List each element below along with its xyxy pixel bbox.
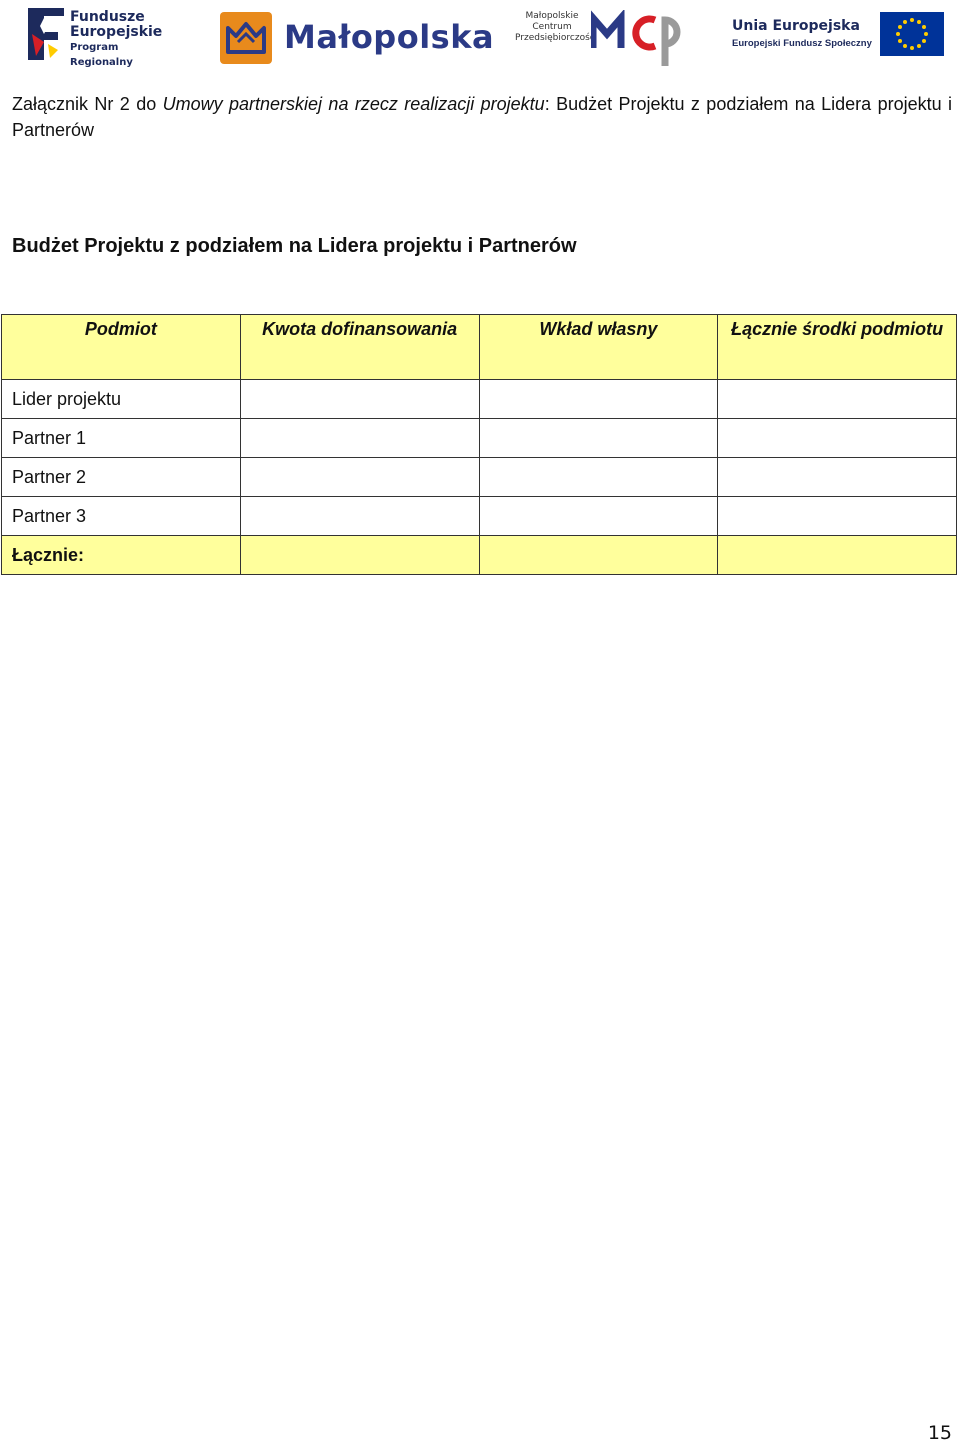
mcp-wordmark: [515, 11, 598, 44]
row-own-contribution-cell[interactable]: [479, 458, 718, 497]
european-funds-emblem-icon: [24, 4, 68, 64]
row-total-cell[interactable]: [718, 419, 957, 458]
eu-logo: [732, 12, 947, 58]
eu-flag-icon: [880, 12, 944, 56]
row-entity-name: Partner 2: [2, 458, 241, 497]
caption-prefix: Załącznik Nr 2 do: [12, 94, 163, 114]
malopolska-crown-icon: [220, 12, 272, 64]
table-row: [2, 380, 957, 419]
table-header-row: [2, 315, 957, 380]
row-funding-cell[interactable]: [240, 380, 479, 419]
row-total-cell[interactable]: [718, 380, 957, 419]
mcp-logo: [515, 10, 695, 68]
row-funding-cell[interactable]: [240, 497, 479, 536]
european-funds-line-2: Europejskie: [70, 24, 163, 40]
european-funds-logo: [24, 4, 184, 68]
column-header-funding: Kwota dofinansowania: [240, 315, 479, 380]
attachment-caption: [12, 91, 952, 143]
total-row-label: Łącznie:: [2, 536, 241, 575]
row-funding-cell[interactable]: [240, 419, 479, 458]
page-title: Budżet Projektu z podziałem na Lidera projektu i Partnerów: [12, 235, 577, 257]
row-own-contribution-cell[interactable]: [479, 380, 718, 419]
mcp-monogram-icon: [591, 10, 695, 68]
total-funding-cell[interactable]: [240, 536, 479, 575]
row-entity-name: Partner 3: [2, 497, 241, 536]
caption-agreement-title: Umowy partnerskiej na rzecz realizacji projektu: [162, 94, 545, 114]
row-total-cell[interactable]: [718, 497, 957, 536]
budget-table: [1, 314, 957, 575]
column-header-total-funds: Łącznie środki podmiotu: [718, 315, 957, 380]
total-own-contribution-cell[interactable]: [479, 536, 718, 575]
mcp-line-1: Małopolskie: [525, 11, 579, 21]
table-total-row: [2, 536, 957, 575]
row-own-contribution-cell[interactable]: [479, 497, 718, 536]
eu-wordmark: Unia Europejska: [732, 18, 860, 34]
row-total-cell[interactable]: [718, 458, 957, 497]
european-funds-wordmark: [70, 10, 184, 70]
total-funds-cell[interactable]: [718, 536, 957, 575]
row-funding-cell[interactable]: [240, 458, 479, 497]
page-number: 15: [927, 1422, 952, 1444]
mcp-line-3: Przedsiębiorczości: [515, 33, 598, 43]
malopolska-wordmark: Małopolska: [284, 18, 495, 56]
row-entity-name: Partner 1: [2, 419, 241, 458]
eu-fund-wordmark: Europejski Fundusz Społeczny: [732, 38, 872, 49]
mcp-line-2: Centrum: [532, 22, 572, 32]
table-row: [2, 419, 957, 458]
european-funds-line-1: Fundusze: [70, 9, 145, 25]
european-funds-line-3: Program Regionalny: [70, 42, 133, 68]
row-own-contribution-cell[interactable]: [479, 419, 718, 458]
table-row: [2, 497, 957, 536]
table-row: [2, 458, 957, 497]
logo-bar: [0, 0, 960, 72]
malopolska-logo: [220, 12, 495, 64]
caption-suffix: : Budżet Projektu z podziałem na Lidera projektu i Partnerów: [12, 94, 952, 140]
column-header-entity: Podmiot: [2, 315, 241, 380]
column-header-own-contribution: Wkład własny: [479, 315, 718, 380]
row-entity-name: Lider projektu: [2, 380, 241, 419]
